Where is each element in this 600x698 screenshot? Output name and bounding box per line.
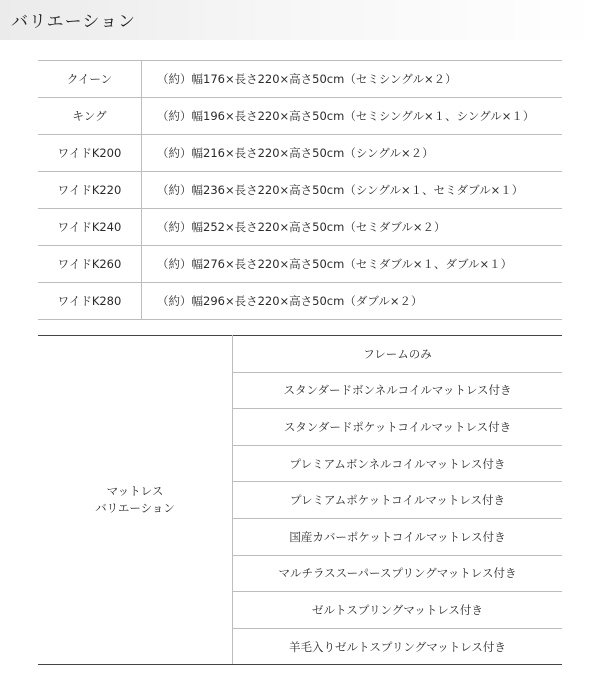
size-dimensions: （約）幅176×長さ220×高さ50cm（セミシングル×２）: [142, 61, 563, 98]
table-row: [38, 98, 562, 135]
size-name: ワイドK240: [38, 209, 142, 246]
table-row: [38, 61, 562, 98]
mattress-option: プレミアムボンネルコイルマットレス付き: [233, 445, 563, 482]
label-line: バリエーション: [95, 501, 175, 516]
size-name: キング: [38, 98, 142, 135]
mattress-option: 羊毛入りゼルトスプリングマットレス付き: [233, 628, 563, 665]
label-line: マットレス: [106, 484, 164, 499]
size-dimensions: （約）幅252×長さ220×高さ50cm（セミダブル×２）: [142, 209, 563, 246]
mattress-option: フレームのみ: [233, 336, 563, 373]
mattress-option: 国産カバーポケットコイルマットレス付き: [233, 518, 563, 555]
section-title: バリエーション: [11, 12, 136, 32]
mattress-option: スタンダードポケットコイルマットレス付き: [233, 409, 563, 446]
size-dimensions: （約）幅236×長さ220×高さ50cm（シングル×１、セミダブル×１）: [142, 172, 563, 209]
mattress-option: プレミアムポケットコイルマットレス付き: [233, 482, 563, 519]
table-row: [38, 336, 562, 373]
size-dimensions: （約）幅276×長さ220×高さ50cm（セミダブル×１、ダブル×１）: [142, 246, 563, 283]
table-row: [38, 135, 562, 172]
size-dimensions: （約）幅216×長さ220×高さ50cm（シングル×２）: [142, 135, 563, 172]
size-table: [38, 60, 562, 320]
mattress-variation-label: [38, 336, 233, 665]
size-name: ワイドK260: [38, 246, 142, 283]
table-row: [38, 283, 562, 320]
table-row: [38, 172, 562, 209]
size-dimensions: （約）幅196×長さ220×高さ50cm（セミシングル×１、シングル×１）: [142, 98, 563, 135]
section-heading: [0, 0, 600, 40]
mattress-option: マルチラススーパースプリングマットレス付き: [233, 555, 563, 592]
size-name: ワイドK280: [38, 283, 142, 320]
table-row: [38, 209, 562, 246]
mattress-option: スタンダードボンネルコイルマットレス付き: [233, 372, 563, 409]
table-row: [38, 246, 562, 283]
size-name: クイーン: [38, 61, 142, 98]
mattress-option: ゼルトスプリングマットレス付き: [233, 592, 563, 629]
size-name: ワイドK220: [38, 172, 142, 209]
size-name: ワイドK200: [38, 135, 142, 172]
mattress-variation-table: [38, 335, 562, 665]
size-dimensions: （約）幅296×長さ220×高さ50cm（ダブル×２）: [142, 283, 563, 320]
